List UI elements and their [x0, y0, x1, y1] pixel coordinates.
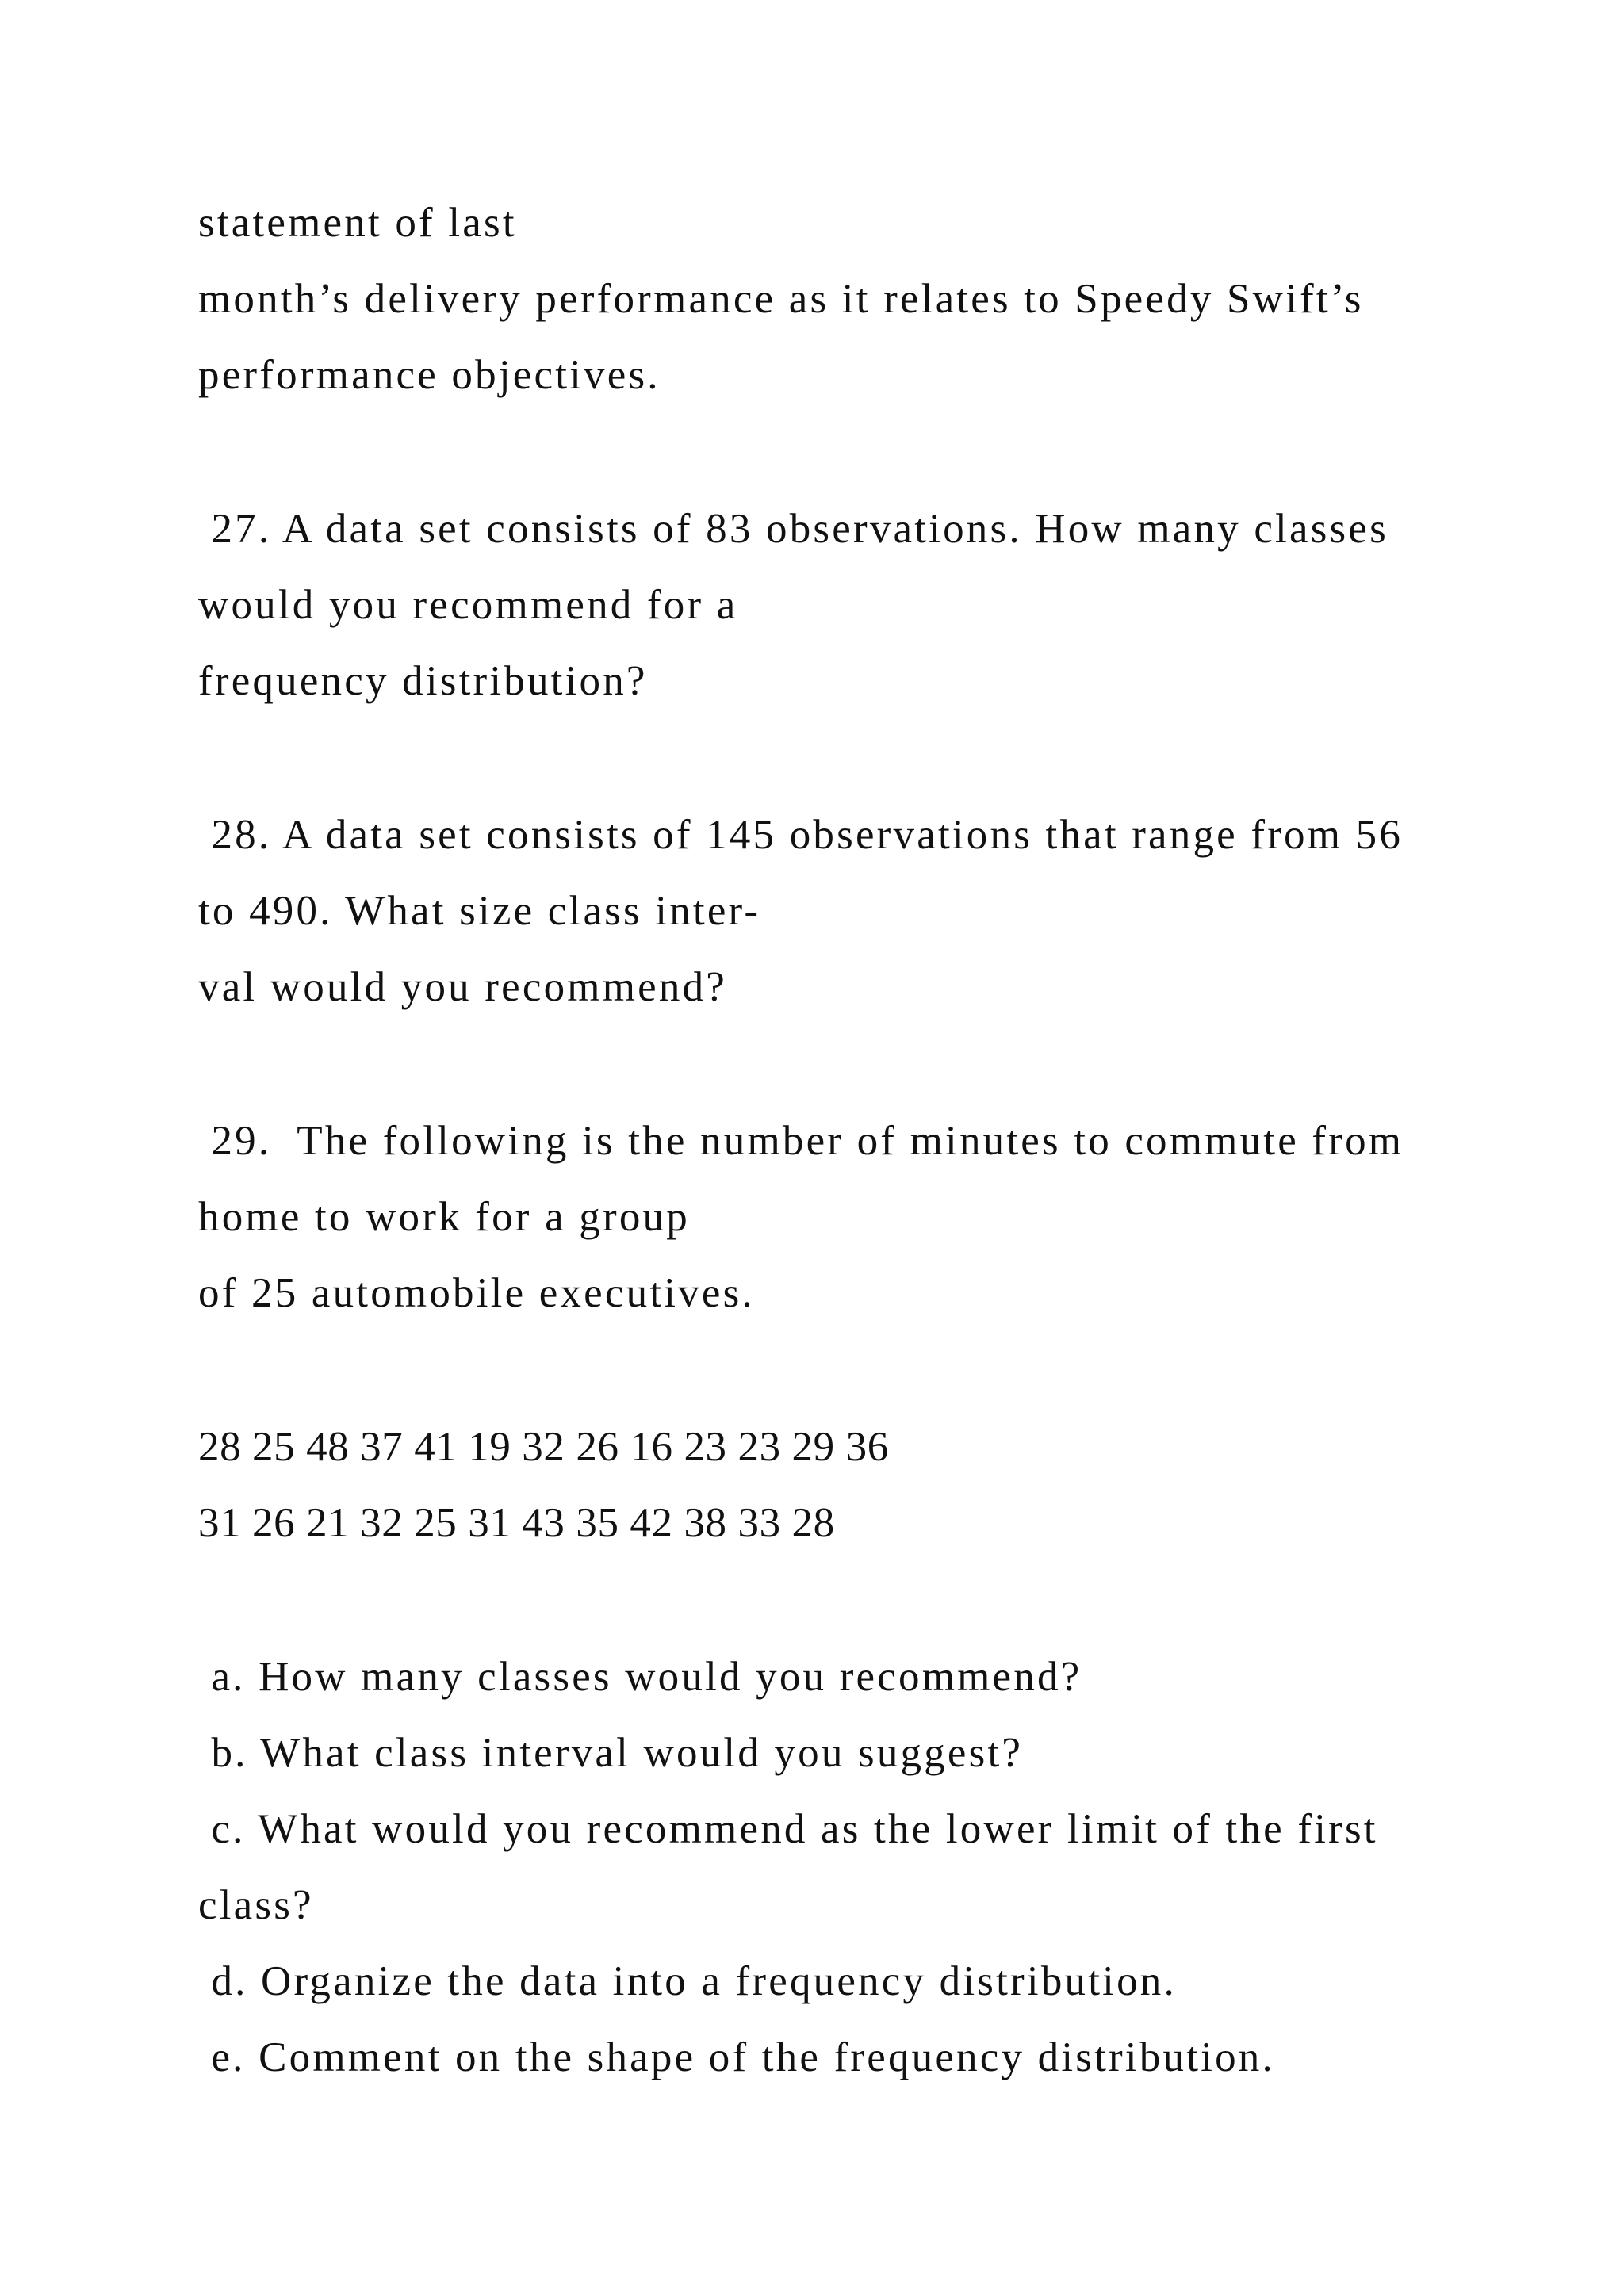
- question-27-line-1: 27. A data set consists of 83 observations. How many classes: [198, 506, 1388, 552]
- intro-line-3: performance objectives.: [198, 352, 661, 398]
- question-28-line-3: val would you recommend?: [198, 964, 727, 1010]
- question-29-line-2: home to work for a group: [198, 1194, 690, 1240]
- question-27-line-2: would you recommend for a: [198, 582, 738, 628]
- question-27-line-3: frequency distribution?: [198, 658, 648, 704]
- intro-line-2: month’s delivery performance as it relates to Speedy Swift’s: [198, 276, 1364, 322]
- question-29-part-e: e. Comment on the shape of the frequency distribution.: [198, 2034, 1275, 2080]
- intro-line-1: statement of last: [198, 200, 517, 246]
- question-29-part-c-line-2: class?: [198, 1882, 314, 1928]
- question-29-part-a: a. How many classes would you recommend?: [198, 1654, 1082, 1700]
- question-29-line-3: of 25 automobile executives.: [198, 1270, 755, 1316]
- question-28-line-2: to 490. What size class inter-: [198, 888, 761, 934]
- question-28-line-1: 28. A data set consists of 145 observations that range from 56: [198, 812, 1404, 858]
- question-29-line-1: 29. The following is the number of minutes to commute from: [198, 1118, 1404, 1164]
- question-29-part-d: d. Organize the data into a frequency distribution.: [198, 1958, 1177, 2004]
- question-29-part-b: b. What class interval would you suggest?: [198, 1730, 1024, 1776]
- commute-data-row-1: 28 25 48 37 41 19 32 26 16 23 23 29 36: [198, 1424, 889, 1470]
- question-29-part-c-line-1: c. What would you recommend as the lower limit of the first: [198, 1806, 1378, 1852]
- commute-data-row-2: 31 26 21 32 25 31 43 35 42 38 33 28: [198, 1500, 835, 1546]
